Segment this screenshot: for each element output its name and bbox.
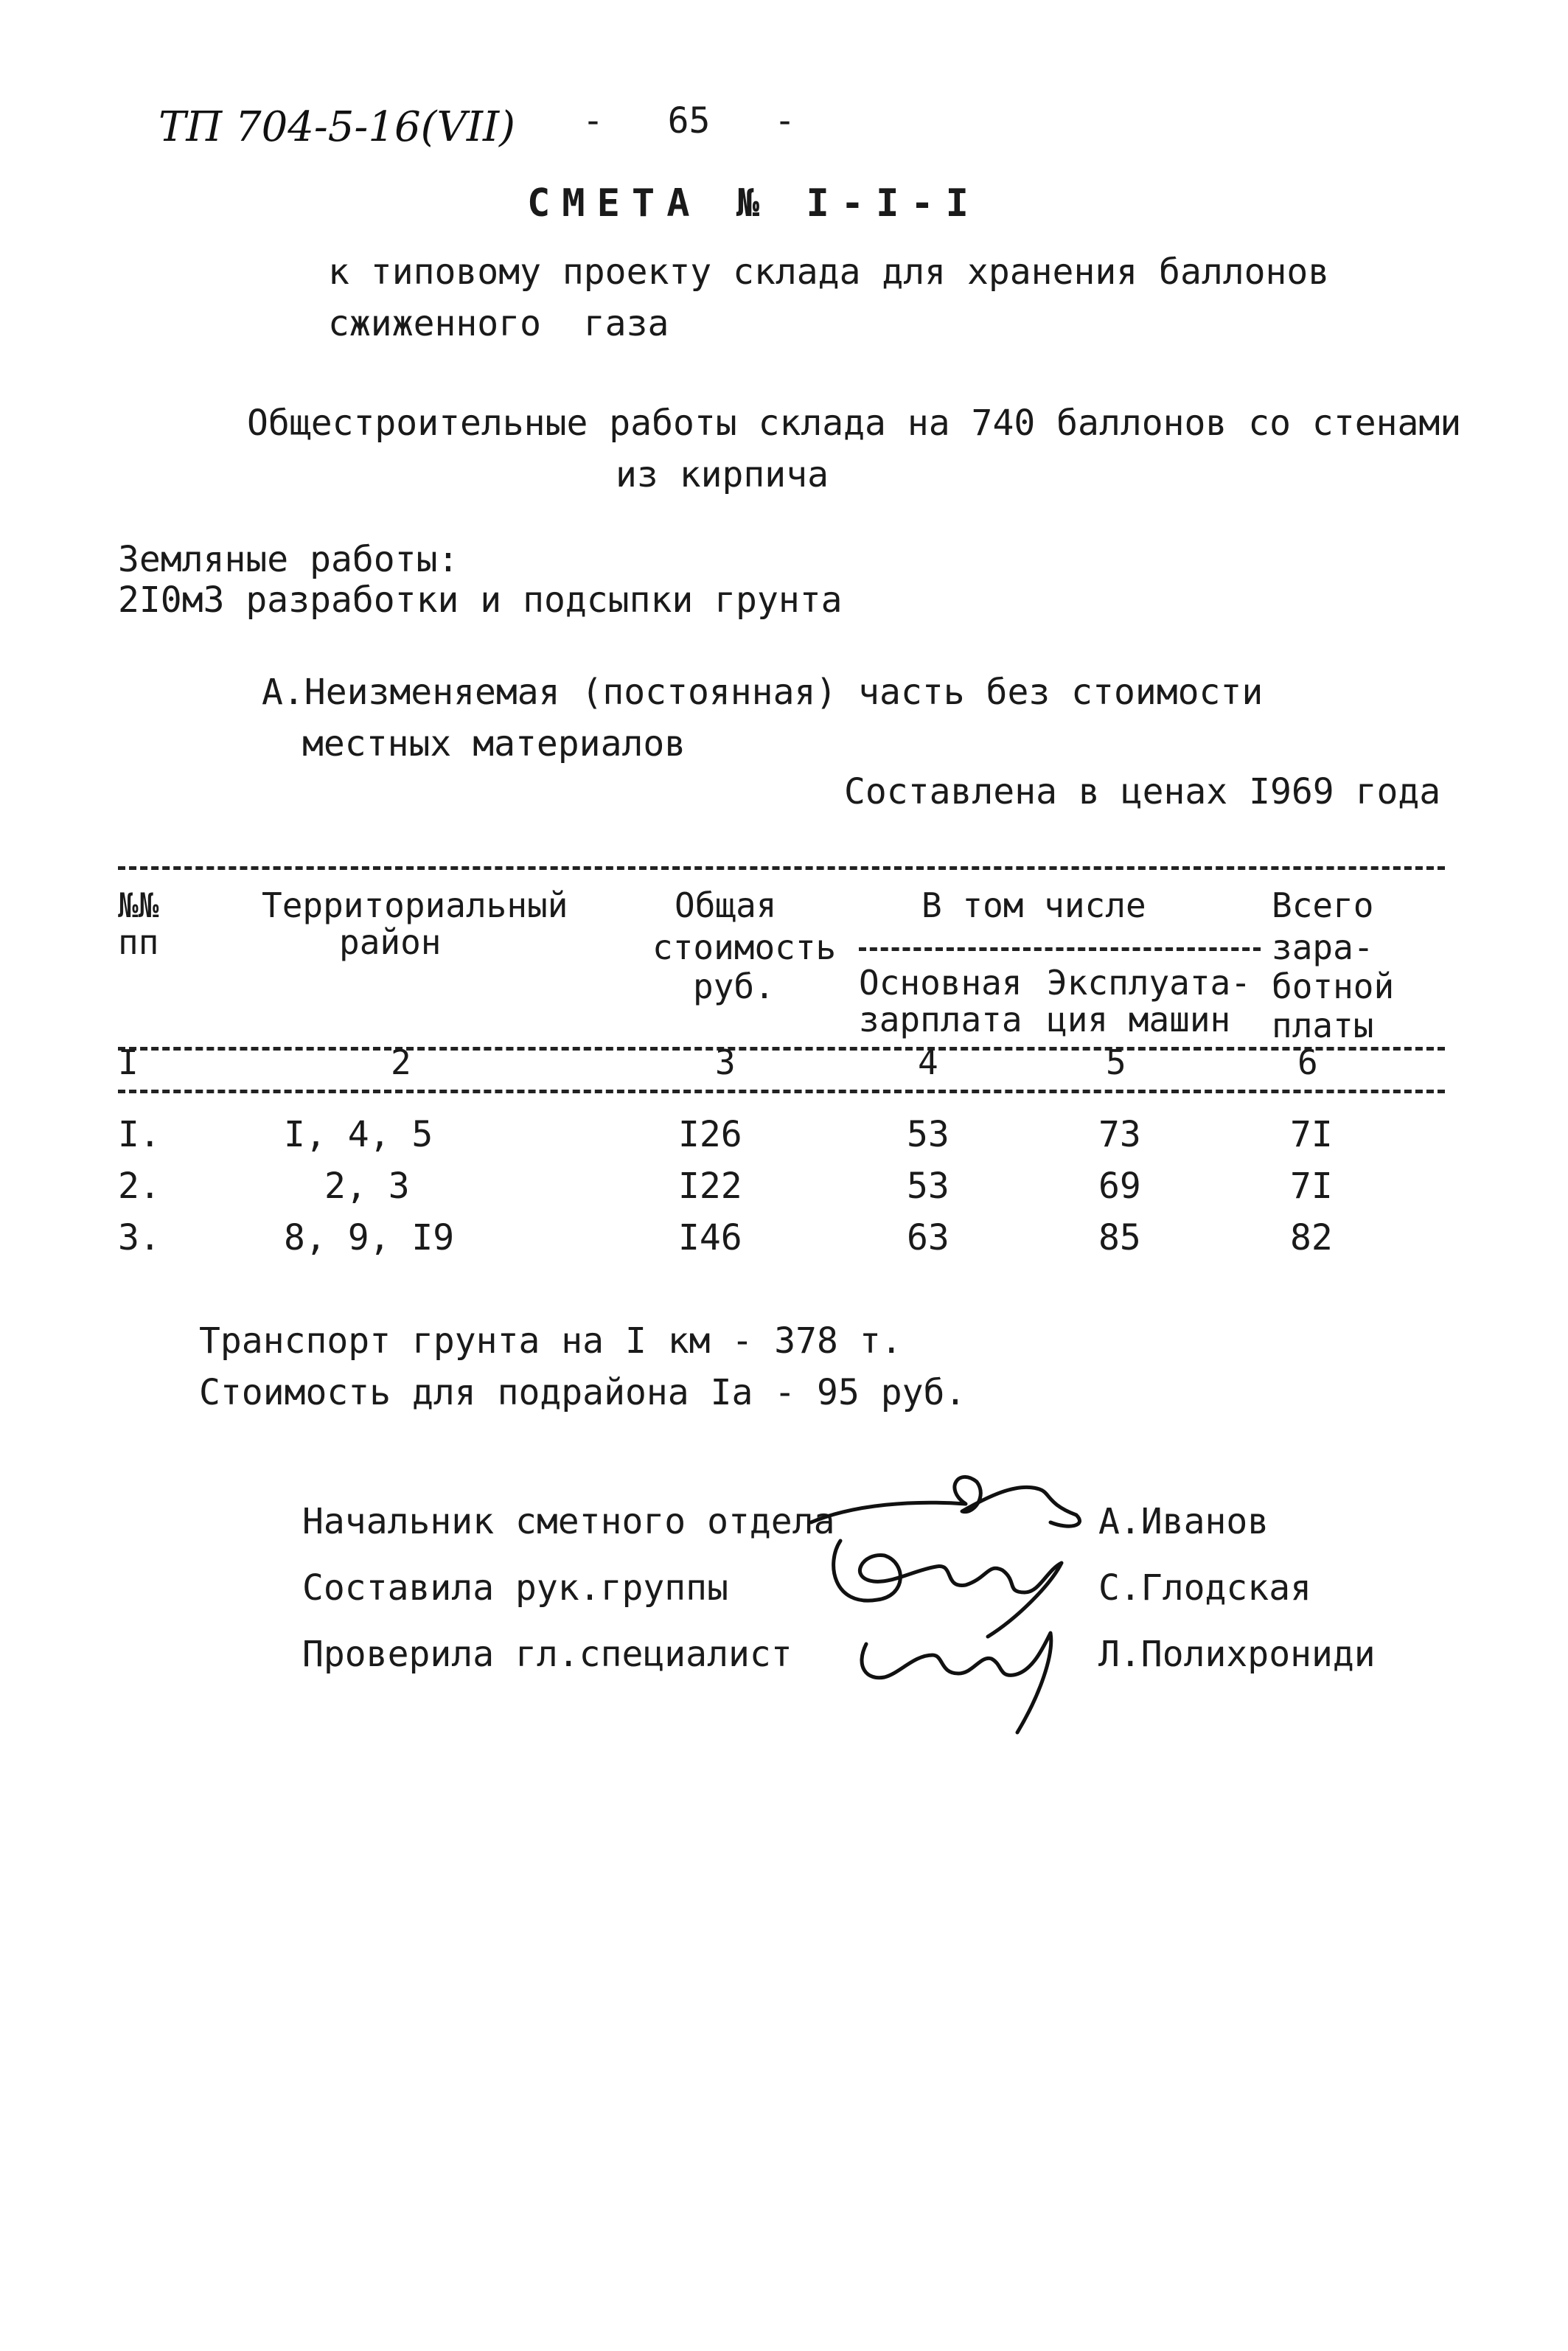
header-machines-2: ция машин: [1047, 1000, 1231, 1039]
col-number-5: 5: [1106, 1042, 1126, 1082]
handwritten-signatures: [796, 1460, 1106, 1755]
header-total-2: стоимость: [652, 927, 837, 967]
col-number-6: 6: [1297, 1042, 1318, 1082]
row-machines: 73: [1098, 1114, 1141, 1155]
subtitle-line-2: сжиженного газа: [328, 303, 669, 344]
header-district-2: район: [339, 922, 442, 962]
row-wages: 63: [907, 1217, 949, 1258]
header-all-wages-1: Всего: [1272, 885, 1374, 925]
transport-note: Транспорт грунта на I км - 378 т.: [199, 1320, 902, 1362]
row-wages: 53: [907, 1114, 949, 1155]
row-num: 2.: [118, 1166, 161, 1207]
row-total: I26: [678, 1114, 742, 1155]
col-number-1: I: [118, 1042, 139, 1082]
signature-role-3: Проверила гл.специалист: [302, 1634, 792, 1675]
row-total: I22: [678, 1166, 742, 1207]
header-num-2: пп: [118, 922, 159, 962]
row-all-wages: 7I: [1290, 1166, 1333, 1207]
signature-role-2: Составила рук.группы: [302, 1567, 728, 1609]
work-title-line-1: Общестроительные работы склада на 740 баллонов со стенами: [247, 403, 1462, 444]
subtitle-line-1: к типовому проекту склада для хранения баллонов: [328, 251, 1330, 293]
header-total-3: руб.: [693, 966, 775, 1006]
earthworks-heading: Земляные работы:: [118, 539, 459, 580]
header-all-wages-2: зара-: [1272, 927, 1374, 967]
header-district-1: Территориальный: [262, 885, 568, 925]
row-wages: 53: [907, 1166, 949, 1207]
row-num: 3.: [118, 1217, 161, 1258]
row-district: 2, 3: [324, 1166, 410, 1207]
col-number-4: 4: [918, 1042, 938, 1082]
col-number-3: 3: [715, 1042, 736, 1082]
header-including-rule: [859, 947, 1261, 951]
row-district: I, 4, 5: [284, 1114, 433, 1155]
col-numbers-bottom-rule: [118, 1090, 1445, 1093]
header-all-wages-4: платы: [1272, 1006, 1374, 1045]
header-all-wages-3: ботной: [1272, 966, 1395, 1006]
row-machines: 85: [1098, 1217, 1141, 1258]
signature-name-3: Л.Полихрониди: [1098, 1634, 1376, 1675]
cost-note: Стоимость для подрайона Iа - 95 руб.: [199, 1372, 966, 1413]
header-total-1: Общая: [675, 885, 777, 925]
earthworks-volume: 2I0м3 разработки и подсыпки грунта: [118, 579, 843, 621]
signature-name-2: С.Глодская: [1098, 1567, 1311, 1609]
part-title-line-1: А.Неизменяемая (постоянная) часть без стоимости: [262, 672, 1264, 713]
document-code: ТП 704-5-16(VII): [158, 103, 515, 151]
header-including: В том числе: [921, 885, 1146, 925]
signature-role-1: Начальник сметного отдела: [302, 1501, 835, 1542]
table-top-rule: [118, 866, 1445, 870]
row-all-wages: 82: [1290, 1217, 1333, 1258]
work-title-line-2: из кирпича: [616, 454, 829, 495]
header-num-1: №№: [118, 885, 159, 925]
part-title-line-2: местных материалов: [302, 723, 686, 764]
row-num: I.: [118, 1114, 161, 1155]
header-wages-2: зарплата: [859, 1000, 1022, 1039]
header-machines-1: Эксплуата-: [1047, 963, 1251, 1003]
page-number: - 65 -: [582, 100, 795, 142]
row-district: 8, 9, I9: [284, 1217, 455, 1258]
document-title: СМЕТА № I-I-I: [527, 181, 980, 226]
row-total: I46: [678, 1217, 742, 1258]
prices-note: Составлена в ценах I969 года: [844, 771, 1441, 812]
signature-name-1: А.Иванов: [1098, 1501, 1269, 1542]
col-numbers-top-rule: [118, 1047, 1445, 1051]
header-wages-1: Основная: [859, 963, 1022, 1003]
row-all-wages: 7I: [1290, 1114, 1333, 1155]
row-machines: 69: [1098, 1166, 1141, 1207]
col-number-2: 2: [391, 1042, 411, 1082]
